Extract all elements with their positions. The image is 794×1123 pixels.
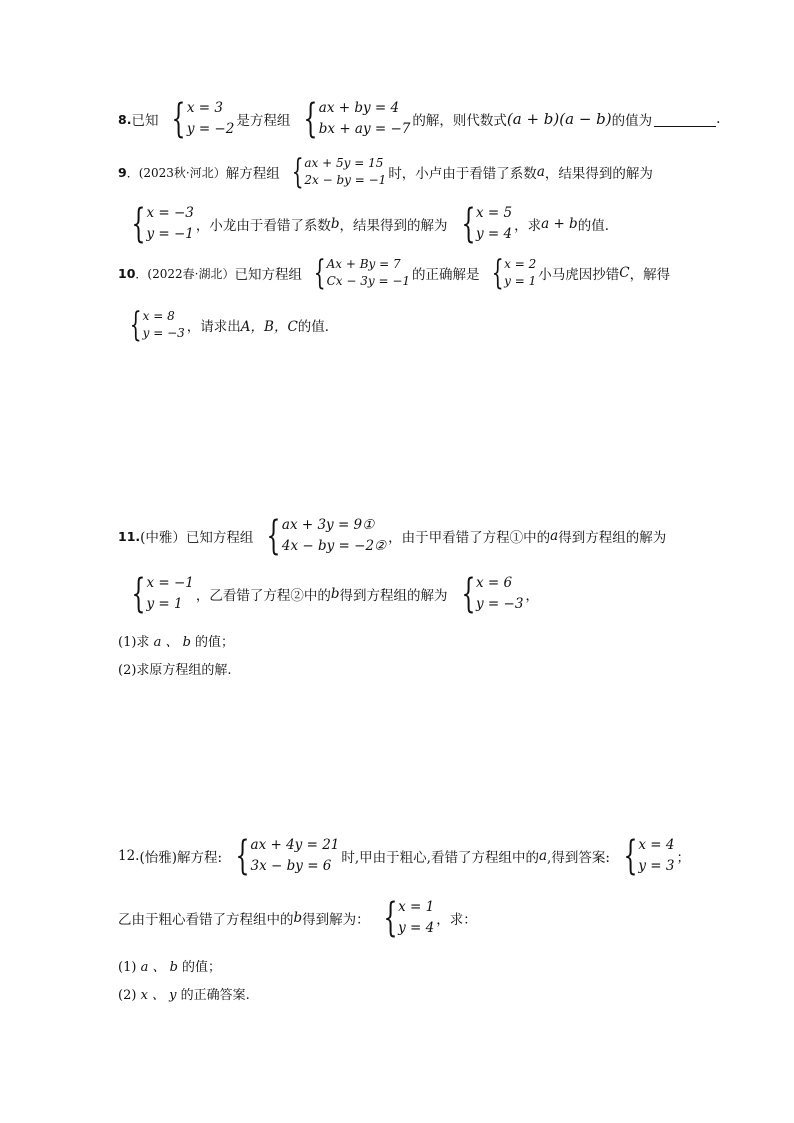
equation: x = 5	[475, 205, 513, 221]
q12-line-2	[118, 897, 477, 939]
brace-icon: {	[266, 513, 281, 559]
equation: 3x − by = 6	[250, 858, 332, 874]
q10-text-2: 的正确解是	[412, 267, 480, 283]
q10-text-5: ，请求出	[186, 319, 241, 335]
brace-icon: {	[383, 895, 398, 941]
equation: x = −3	[146, 205, 194, 221]
q11-var-b: b	[330, 586, 340, 602]
brace-icon: {	[129, 305, 142, 345]
brace-icon: {	[460, 571, 475, 617]
q10-source: ．(2022春·湖北）	[135, 266, 235, 281]
equation: x = −1	[146, 575, 194, 591]
q8-text-2: 是方程组	[236, 113, 291, 129]
part-label: (1)	[118, 960, 137, 975]
q12-part-2	[118, 984, 250, 1003]
q9-line-2	[118, 203, 618, 245]
brace-icon: {	[623, 833, 638, 879]
q12-part-1	[118, 956, 221, 975]
brace-icon: {	[460, 201, 475, 247]
q10-text-6: 的值．	[297, 319, 339, 335]
equation: y = 1	[146, 596, 183, 612]
q12-text-7: ，求：	[436, 912, 477, 928]
q12-text-3: ,得到答案:	[547, 850, 610, 866]
q12-text-2: 时,甲由于粗心,看错了方程组中的	[341, 850, 539, 866]
q8-solution-system	[160, 98, 234, 140]
q12-line-1	[118, 835, 690, 877]
q9-text-1: 解方程组	[225, 166, 280, 182]
equation: 4x − by = −2②	[281, 538, 387, 554]
q12-text-4: ；	[676, 850, 690, 866]
q10-solution-1	[482, 253, 537, 293]
part-label: (1)求	[118, 635, 150, 650]
q12-solution-1	[612, 835, 675, 877]
equation: ax + 3y = 9①	[281, 517, 375, 533]
brace-icon: {	[235, 833, 250, 879]
q11-line-1	[118, 515, 666, 557]
brace-icon: {	[303, 96, 318, 142]
q9-equation-system	[282, 152, 387, 192]
equation: y = 4	[398, 920, 435, 936]
brace-icon: {	[131, 201, 146, 247]
equation: x = 6	[475, 575, 513, 591]
equation: y = 4	[475, 226, 513, 242]
brace-icon: {	[291, 152, 304, 192]
q12-solution-2	[372, 897, 435, 939]
q10-text-4: ，解得	[629, 267, 671, 283]
equation: Ax + By = 7	[326, 257, 401, 271]
q10-text-1: 已知方程组	[234, 267, 302, 283]
brace-icon: {	[131, 571, 146, 617]
equation: x = 2	[504, 257, 537, 271]
part-vars: a 、 b	[153, 635, 191, 650]
q10-line-1	[118, 253, 671, 293]
q10-equation-system	[304, 253, 411, 293]
q9-source: ．(2023秋·河北）	[126, 165, 226, 180]
q8-text-4: 的值为	[611, 113, 653, 129]
equation: 2x − by = −1	[304, 173, 387, 187]
q12-equation-system	[224, 835, 339, 877]
q11-var-a: a	[550, 528, 559, 544]
equation: y = −1	[146, 226, 194, 242]
q8-line	[118, 98, 720, 140]
q8-text-5: .	[716, 111, 721, 127]
part-text: 的值；	[195, 635, 235, 650]
q11-text-1: (中雅）已知方程组	[140, 530, 254, 546]
q9-text-7: 的值．	[577, 218, 619, 234]
equation: ax + 4y = 21	[250, 837, 340, 853]
equation: ax + by = 4	[318, 100, 400, 116]
q9-var-a: a	[536, 164, 545, 180]
q9-text-3: ，结果得到的解为	[544, 166, 653, 182]
part-text: 的值；	[182, 960, 222, 975]
q11-text-3: 得到方程组的解为	[558, 530, 667, 546]
q11-solution-2	[450, 573, 524, 615]
q11-text-4: ，乙看错了方程②中的	[195, 588, 331, 604]
q10-number: 10	[118, 265, 136, 281]
q12-text-1: (怡雅)解方程:	[139, 850, 223, 866]
equation: x = 8	[142, 309, 175, 323]
part-text: (2)求原方程组的解.	[118, 663, 232, 678]
equation: x = 3	[186, 100, 224, 116]
equation: Cx − 3y = −1	[326, 274, 411, 288]
answer-blank[interactable]	[654, 112, 716, 127]
q11-part-1	[118, 631, 234, 650]
q11-text-5: 得到方程组的解为	[339, 588, 448, 604]
q8-number: 8.	[118, 111, 132, 127]
q9-text-2: 时，小卢由于看错了系数	[388, 166, 537, 182]
equation: y = −3	[142, 326, 185, 340]
equation: y = −3	[475, 596, 524, 612]
q12-text-5: 乙由于粗心看错了方程组中的	[118, 912, 294, 928]
q11-number: 11.	[118, 528, 141, 544]
q12-text-6: 得到解为：	[302, 912, 370, 928]
q9-text-4: ，小龙由于看错了系数	[195, 218, 331, 234]
q10-line-2	[118, 305, 339, 345]
equation: x = 4	[638, 837, 675, 853]
q8-text-3: 的解，则代数式	[412, 113, 507, 129]
q9-expression: a + b	[541, 216, 578, 232]
part-vars: a 、 b	[140, 960, 178, 975]
q10-solution-2	[120, 305, 185, 345]
brace-icon: {	[171, 96, 186, 142]
q9-var-b: b	[330, 216, 340, 232]
brace-icon: {	[313, 253, 326, 293]
q10-text-3: 小马虎因抄错	[538, 267, 620, 283]
equation: y = 3	[638, 858, 675, 874]
q12-var-a: a	[538, 848, 548, 864]
equation: y = 1	[504, 274, 537, 288]
part-label: (2)	[118, 988, 137, 1003]
q9-number: 9	[118, 164, 127, 180]
q9-text-6: ，求	[514, 218, 542, 234]
part-vars: x 、 y	[140, 988, 177, 1003]
q9-solution-1	[120, 203, 194, 245]
q8-equation-system	[292, 98, 410, 140]
q8-expression: (a + b)(a − b)	[506, 110, 612, 128]
equation: ax + 5y = 15	[304, 156, 384, 170]
q11-part-2	[118, 659, 232, 678]
q11-line-2	[118, 573, 539, 615]
q10-vars: A，B，C	[240, 319, 298, 335]
q12-var-b: b	[293, 910, 303, 926]
q9-line-1	[118, 152, 653, 192]
q8-text-1: 已知	[131, 113, 159, 129]
q9-solution-2	[450, 203, 513, 245]
part-text: 的正确答案.	[180, 988, 250, 1003]
q9-text-5: ，结果得到的解为	[339, 218, 448, 234]
q11-text-6: ，	[525, 588, 539, 604]
equation: y = −2	[186, 121, 235, 137]
equation: x = 1	[398, 899, 435, 915]
q12-number: 12.	[118, 848, 140, 864]
q10-var-c: C	[619, 265, 630, 281]
q11-equation-system	[255, 515, 386, 557]
q11-text-2: ，由于甲看错了方程①中的	[388, 530, 551, 546]
equation: bx + ay = −7	[318, 121, 411, 137]
brace-icon: {	[491, 253, 504, 293]
q11-solution-1	[120, 573, 194, 615]
